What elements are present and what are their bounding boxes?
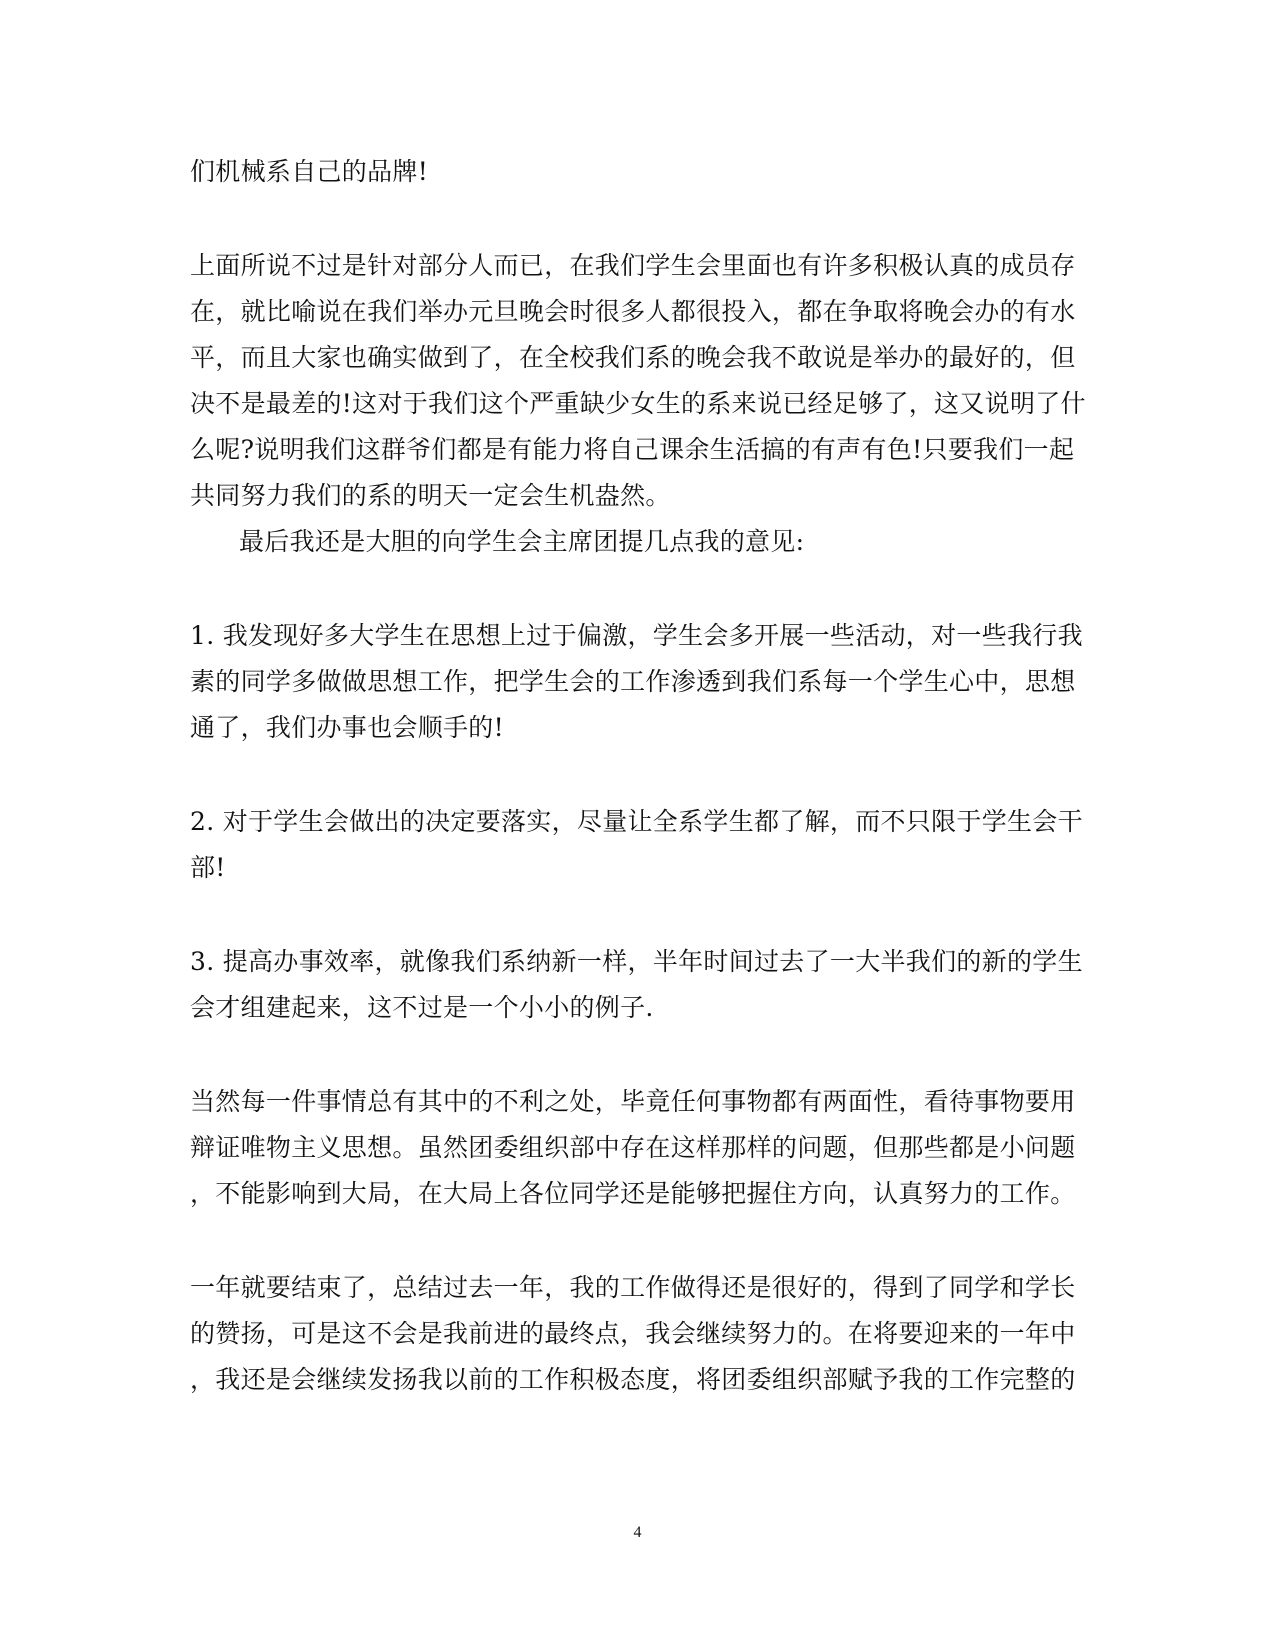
text-line: 当然每一件事情总有其中的不利之处，毕竟任何事物都有两面性，看待事物要用 — [190, 1087, 1076, 1116]
list-item-3: 3. 提高办事效率，就像我们系纳新一样，半年时间过去了一大半我们的新的学生 — [190, 947, 1083, 976]
text-line: 部! — [190, 853, 226, 882]
text-line: 共同努力我们的系的明天一定会生机盎然。 — [190, 481, 671, 510]
text-line: 一年就要结束了，总结过去一年，我的工作做得还是很好的，得到了同学和学长 — [190, 1273, 1076, 1302]
text-line: 么呢?说明我们这群爷们都是有能力将自己课余生活搞的有声有色!只要我们一起 — [190, 435, 1075, 464]
text-line: ，不能影响到大局，在大局上各位同学还是能够把握住方向，认真努力的工作。 — [190, 1179, 1076, 1208]
page-number: 4 — [633, 1524, 642, 1541]
text-line: 会才组建起来，这不过是一个小小的例子. — [190, 993, 654, 1022]
text-line: 们机械系自己的品牌! — [190, 157, 429, 186]
text-line: 辩证唯物主义思想。虽然团委组织部中存在这样那样的问题，但那些都是小问题 — [190, 1133, 1076, 1162]
text-line: 最后我还是大胆的向学生会主席团提几点我的意见: — [239, 527, 805, 556]
list-item-1: 1. 我发现好多大学生在思想上过于偏激，学生会多开展一些活动，对一些我行我 — [190, 621, 1083, 650]
text-line: 平，而且大家也确实做到了，在全校我们系的晚会我不敢说是举办的最好的，但 — [190, 343, 1076, 372]
text-line: 在，就比喻说在我们举办元旦晚会时很多人都很投入，都在争取将晚会办的有水 — [190, 297, 1076, 326]
text-line: 上面所说不过是针对部分人而已，在我们学生会里面也有许多积极认真的成员存 — [190, 251, 1076, 280]
list-item-2: 2. 对于学生会做出的决定要落实，尽量让全系学生都了解，而不只限于学生会干 — [190, 807, 1083, 836]
text-line: 决不是最差的!这对于我们这个严重缺少女生的系来说已经足够了，这又说明了什 — [190, 389, 1086, 418]
text-line: 通了，我们办事也会顺手的! — [190, 713, 504, 742]
text-line: 素的同学多做做思想工作，把学生会的工作渗透到我们系每一个学生心中，思想 — [190, 667, 1076, 696]
text-line: ，我还是会继续发扬我以前的工作积极态度，将团委组织部赋予我的工作完整的 — [190, 1365, 1076, 1394]
text-line: 的赞扬，可是这不会是我前进的最终点，我会继续努力的。在将要迎来的一年中 — [190, 1319, 1076, 1348]
